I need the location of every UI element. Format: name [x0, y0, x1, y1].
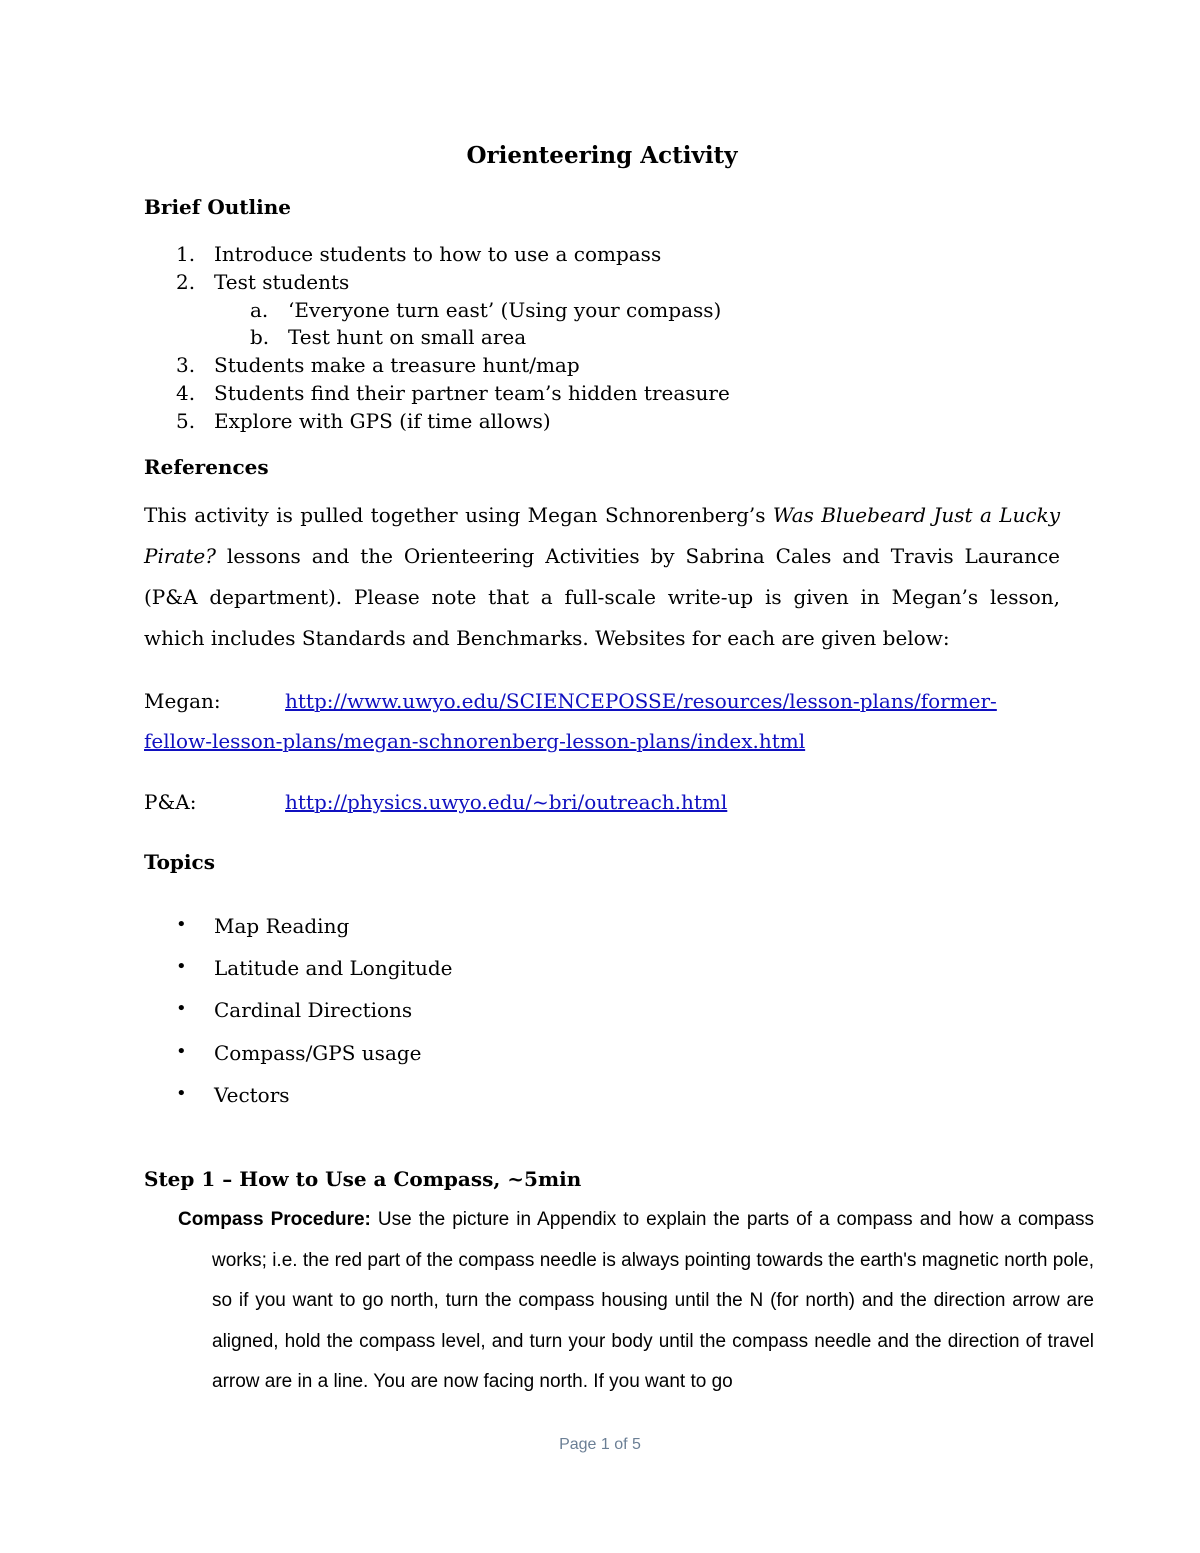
bullet-icon: •: [176, 1041, 187, 1062]
references-paragraph: [144, 495, 1060, 659]
megan-link-continued[interactable]: fellow-lesson-plans/megan-schnorenberg-lesson-plans/index.html: [144, 729, 806, 753]
outline-number: b.: [250, 325, 270, 349]
bullet-icon: •: [176, 998, 187, 1019]
outline-number: 2.: [176, 270, 196, 294]
references-text-2: lessons and the Orienteering Activities by Sabrina Cales and Travis Laurance (P&A department). Please note that a full-scale write-up is given in Megan’s lesson, which includes Standards and Benchmarks. Websites for each are given below:: [144, 544, 1060, 650]
document-title: Orienteering Activity: [466, 142, 738, 169]
references-italic-title: Was Bluebeard Just a Lucky Pirate?: [144, 503, 1061, 568]
megan-link[interactable]: http://www.uwyo.edu/SCIENCEPOSSE/resources/lesson-plans/former-: [285, 689, 997, 713]
outline-number: 3.: [176, 353, 196, 377]
outline-heading: Brief Outline: [144, 195, 291, 219]
topic-text: Latitude and Longitude: [214, 956, 453, 980]
topic-text: Cardinal Directions: [214, 998, 413, 1022]
topic-text: Map Reading: [214, 914, 350, 938]
outline-text: Introduce students to how to use a compass: [214, 242, 662, 266]
topic-text: Vectors: [214, 1083, 290, 1107]
outline-text: Test hunt on small area: [288, 325, 527, 349]
pa-label: P&A:: [144, 790, 197, 814]
outline-text: Explore with GPS (if time allows): [214, 409, 551, 433]
compass-procedure-label: Compass Procedure:: [178, 1209, 371, 1230]
outline-text: Students make a treasure hunt/map: [214, 353, 580, 377]
outline-number: 5.: [176, 409, 196, 433]
outline-number: a.: [250, 298, 269, 322]
outline-text: Test students: [214, 270, 350, 294]
references-heading: References: [144, 455, 269, 479]
topic-text: Compass/GPS usage: [214, 1041, 422, 1065]
compass-procedure: [178, 1200, 1094, 1403]
outline-text: Students find their partner team’s hidden treasure: [214, 381, 730, 405]
page-footer: Page 1 of 5: [559, 1436, 641, 1453]
bullet-icon: •: [176, 1083, 187, 1104]
bullet-icon: •: [176, 956, 187, 977]
references-text-1: This activity is pulled together using Megan Schnorenberg’s: [144, 503, 773, 527]
pa-link[interactable]: http://physics.uwyo.edu/~bri/outreach.html: [285, 790, 728, 814]
outline-text: ‘Everyone turn east’ (Using your compass): [288, 298, 722, 322]
outline-number: 1.: [176, 242, 196, 266]
bullet-icon: •: [176, 914, 187, 935]
megan-label: Megan:: [144, 689, 221, 713]
topics-heading: Topics: [144, 850, 215, 874]
compass-procedure-text: Use the picture in Appendix to explain the parts of a compass and how a compass works; i.e. the red part of the compass needle is always pointing towards the earth's magnetic north pole, so if you want to go north, turn the compass housing until the N (for north) and the direction arrow are aligned, hold the compass level, and turn your body until the compass needle and the direction of travel arrow are in a line. You are now facing north. If you want to go: [212, 1209, 1094, 1392]
step1-heading: Step 1 – How to Use a Compass, ~5min: [144, 1167, 582, 1191]
outline-number: 4.: [176, 381, 196, 405]
